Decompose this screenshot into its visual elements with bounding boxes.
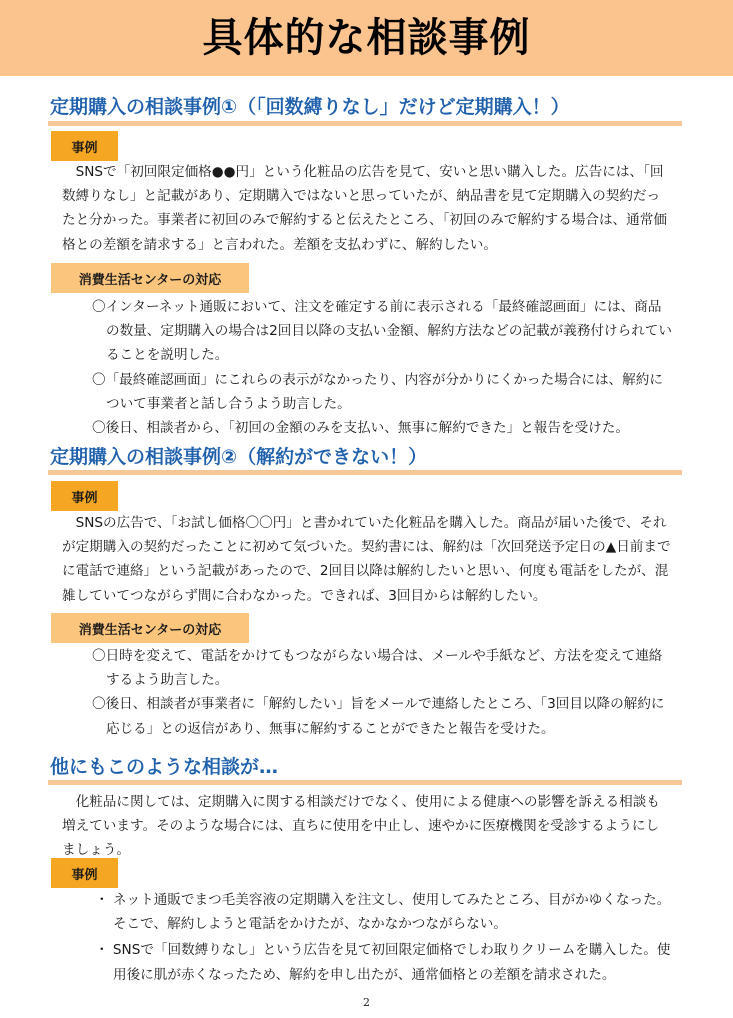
others-title: 他にもこのような相談が… (50, 756, 279, 778)
case2-response-item: 〇後日、相談者が事業者に「解約したい」旨をメールで連絡したところ、「3回目以降の解約に応じる」との返信があり、無事に解約することができたと報告を受けた。 (92, 696, 665, 737)
others-intro: 化粧品に関しては、定期購入に関する相談だけでなく、使用による健康への影響を訴える相談も増えています。そのような場合には、直ちに使用を中止し、速やかに医療機関を受診するようにしましょう。 (62, 794, 660, 859)
case2-example-tag: 事例 (51, 481, 118, 511)
case1-response-item: 〇「最終確認画面」にこれらの表示がなかったり、内容が分かりにくかった場合には、解約について事業者と話し合うよう助言した。 (92, 371, 663, 412)
others-example-item: ・ SNSで「回数縛りなし」という広告を見て初回限定価格でしわ取りクリームを購入した。使用後に肌が赤くなったため、解約を申し出たが、通常価格との差額を請求された。 (95, 942, 671, 983)
page-header (0, 0, 733, 76)
case2-response-list (92, 644, 672, 741)
case2-example-text: SNSの広告で、「お試し価格〇〇円」と書かれていた化粧品を購入した。商品が届いた後で、それが定期購入の契約だったことに初めて気づいた。契約書には、解約は「次回発送予定日の▲日前までに電話で連絡」という記載があったので、2回目以降は解約したいと思い、何度も電話をしたが、混雑していてつながらず間に合わなかった。できれば、3回目からは解約したい。 (62, 515, 671, 604)
case1-divider (48, 121, 682, 126)
case1-example-tag: 事例 (51, 131, 118, 161)
case2-response-tag: 消費生活センターの対応 (51, 613, 249, 643)
others-example-tag: 事例 (51, 858, 118, 888)
case2-title: 定期購入の相談事例②（解約ができない！） (50, 446, 428, 468)
others-divider (48, 780, 682, 785)
case2-response-item: 〇日時を変えて、電話をかけてもつながらない場合は、メールや手紙など、方法を変えて連絡するよう助言した。 (92, 648, 663, 689)
case1-response-item: 〇後日、相談者から、「初回の金額のみを支払い、無事に解約できた」と報告を受けた。 (92, 420, 629, 437)
case2-divider (48, 470, 682, 475)
case1-example-text: SNSで「初回限定価格●●円」という化粧品の広告を見て、安いと思い購入した。広告には、「回数縛りなし」と記載があり、定期購入ではないと思っていたが、納品書を見て定期購入の契約だったと分かった。事業者に初回のみで解約すると伝えたところ、「初回のみで解約する場合は、通常価格との差額を請求する」と言われた。差額を支払わずに、解約したい。 (62, 164, 667, 253)
others-example-list (95, 888, 675, 989)
case1-response-tag: 消費生活センターの対応 (51, 263, 249, 293)
case1-response-item: 〇インターネット通販において、注文を確定する前に表示される「最終確認画面」には、商品の数量、定期購入の場合は2回目以降の支払い金額、解約方法などの記載が義務付けられていることを説明した。 (92, 299, 672, 364)
others-example-item: ・ ネット通販でまつ毛美容液の定期購入を注文し、使用してみたところ、目がかゆくなった。そこで、解約しようと電話をかけたが、なかなかつながらない。 (95, 892, 671, 933)
case1-title: 定期購入の相談事例①（「回数縛りなし」だけど定期購入！） (50, 96, 570, 118)
page-title: 具体的な相談事例 (202, 15, 531, 61)
page-number: 2 (363, 996, 370, 1009)
case1-response-list (92, 295, 672, 440)
